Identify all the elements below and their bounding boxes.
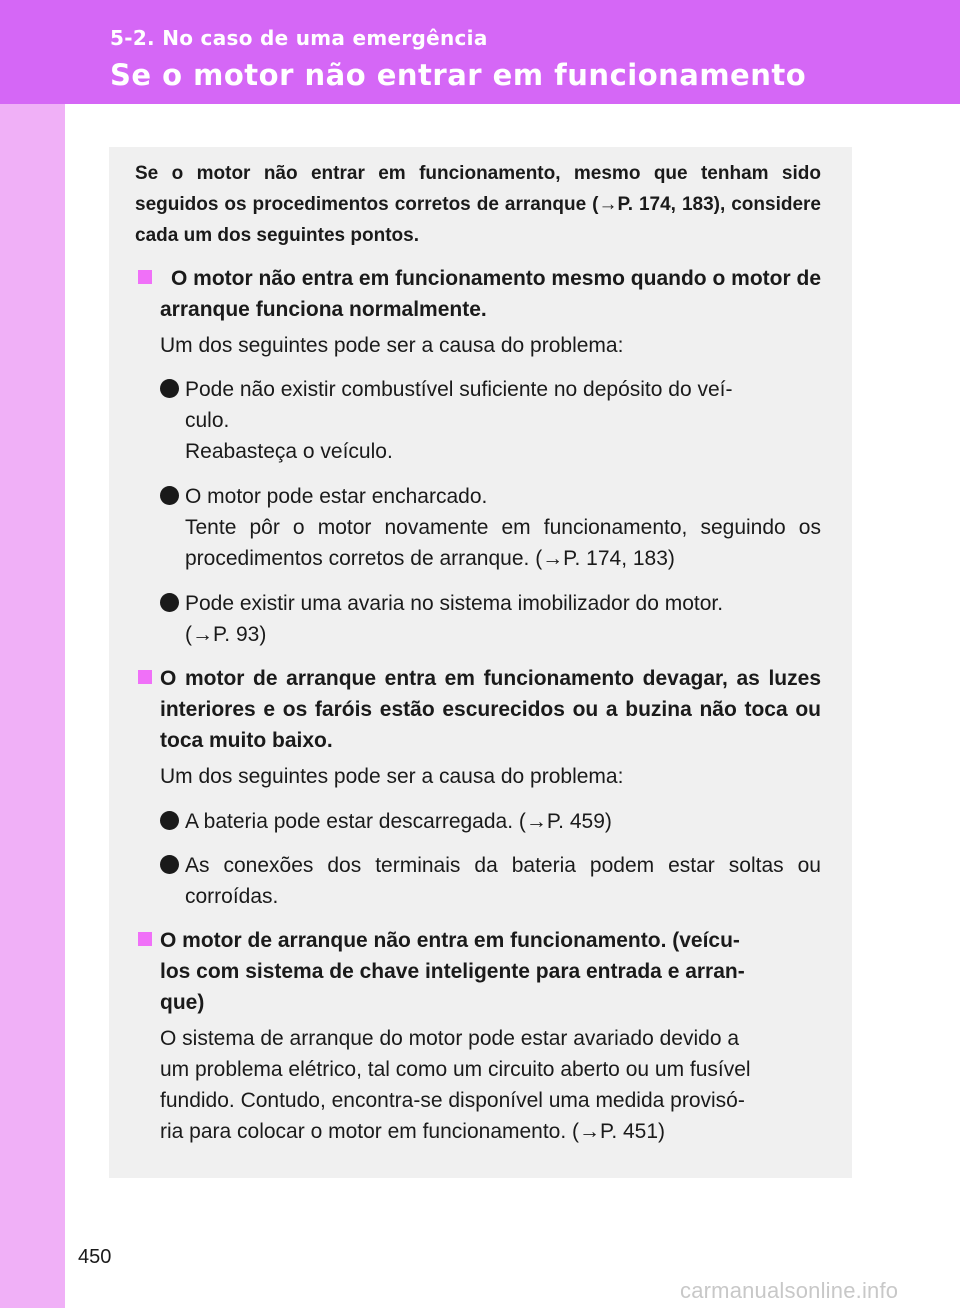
watermark: carmanualsonline.info	[680, 1278, 899, 1303]
bullet-text: Pode não existir combustível suficiente no depósito do veí- culo. Reabasteça o veículo.	[185, 378, 733, 463]
page-title: Se o motor não entrar em funcionamento	[110, 58, 807, 92]
bullet-dot-icon	[160, 855, 179, 874]
square-bullet-icon	[138, 932, 152, 946]
section-heading: O motor de arranque não entra em funcionamento. (veícu- los com sistema de chave inteligente para entrada e arran- que)	[160, 929, 745, 1014]
bullet-text: Pode existir uma avaria no sistema imobilizador do motor. (→P. 93)	[185, 592, 724, 646]
section-lead: Um dos seguintes pode ser a causa do problema:	[160, 334, 624, 357]
bullet-dot-icon	[160, 811, 179, 830]
section-heading: O motor não entra em funcionamento mesmo quando o motor de arranque funciona normalmente.	[160, 267, 821, 321]
bullet-text: As conexões dos terminais da bateria podem estar soltas ou corroídas.	[185, 854, 821, 908]
square-bullet-icon	[138, 270, 152, 284]
page-number: 450	[78, 1246, 112, 1268]
section-lead: Um dos seguintes pode ser a causa do problema:	[160, 765, 624, 788]
section-label: 5-2. No caso de uma emergência	[110, 26, 488, 50]
bullet-text: O motor pode estar encharcado. Tente pôr o motor novamente em funcionamento, seguindo os procedimentos corretos de arranque. (→P. 174, 183)	[185, 485, 821, 570]
page-header	[0, 0, 960, 104]
bullet-dot-icon	[160, 379, 179, 398]
bullet-dot-icon	[160, 486, 179, 505]
square-bullet-icon	[138, 670, 152, 684]
section-body: O sistema de arranque do motor pode estar avariado devido a um problema elétrico, tal como um circuito aberto ou um fusível fundido. Contudo, encontra-se disponível uma medida provisó- ria para colocar o motor em funcionamento. (→P. 451)	[160, 1027, 751, 1143]
intro-text: Se o motor não entrar em funcionamento, mesmo que tenham sido seguidos os procedimentos corretos de arranque (→P. 174, 183), considere cada um dos seguintes pontos.	[135, 163, 821, 246]
bullet-text: A bateria pode estar descarregada. (→P. 459)	[185, 810, 612, 833]
side-strip	[0, 0, 65, 1308]
bullet-dot-icon	[160, 593, 179, 612]
section-heading: O motor de arranque entra em funcionamento devagar, as luzes interiores e os faróis estão escurecidos ou a buzina não toca ou toca muito baixo.	[160, 667, 821, 752]
